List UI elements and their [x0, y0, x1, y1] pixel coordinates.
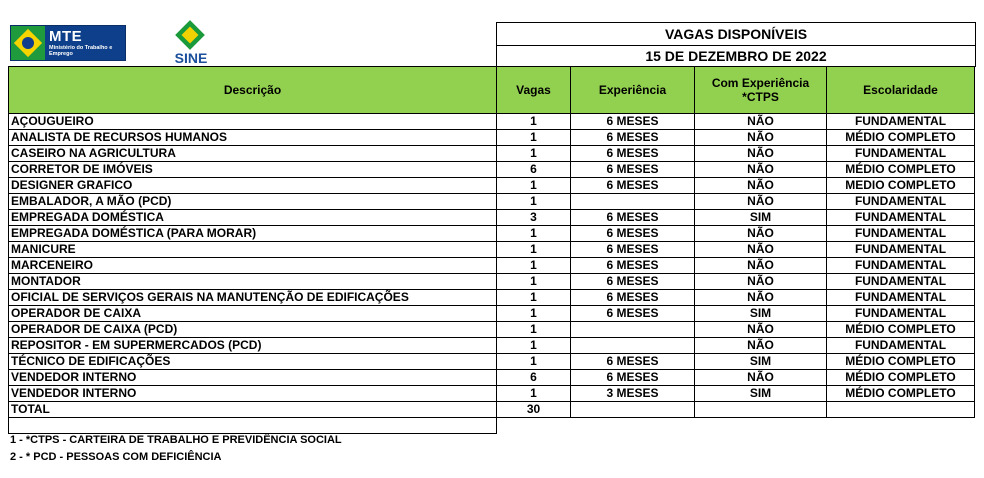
table-row: [9, 242, 975, 258]
cell-vagas: 1: [497, 146, 571, 162]
cell-com-experiencia: NÃO: [695, 370, 827, 386]
cell-vagas: 1: [497, 386, 571, 402]
table-header-row: [9, 67, 975, 114]
total-row: [9, 402, 975, 418]
table-row: [9, 290, 975, 306]
cell-escolaridade: MÉDIO COMPLETO: [827, 370, 975, 386]
vagas-table: [8, 66, 975, 434]
table-row: [9, 306, 975, 322]
cell-vagas: 1: [497, 338, 571, 354]
cell-escolaridade: MÉDIO COMPLETO: [827, 322, 975, 338]
cell-com-experiencia: NÃO: [695, 338, 827, 354]
footnotes: [10, 432, 342, 466]
cell-descricao: TÉCNICO DE EDIFICAÇÕES: [9, 354, 497, 370]
total-empty-cell: [695, 402, 827, 418]
col-header-com-experiencia: Com Experiência *CTPS: [695, 67, 827, 114]
footnote-ctps: 1 - *CTPS - CARTEIRA DE TRABALHO E PREVIDÊNCIA SOCIAL: [10, 434, 342, 446]
cell-escolaridade: FUNDAMENTAL: [827, 114, 975, 130]
col-header-descricao: Descrição: [9, 67, 497, 114]
cell-escolaridade: FUNDAMENTAL: [827, 290, 975, 306]
cell-descricao: ANALISTA DE RECURSOS HUMANOS: [9, 130, 497, 146]
cell-descricao: OFICIAL DE SERVIÇOS GERAIS NA MANUTENÇÃO DE EDIFICAÇÕES: [9, 290, 497, 306]
cell-descricao: VENDEDOR INTERNO: [9, 370, 497, 386]
col-header-escolaridade: Escolaridade: [827, 67, 975, 114]
cell-descricao: EMBALADOR, A MÃO (PCD): [9, 194, 497, 210]
cell-com-experiencia: NÃO: [695, 242, 827, 258]
cell-com-experiencia: SIM: [695, 386, 827, 402]
table-row: [9, 370, 975, 386]
cell-vagas: 1: [497, 258, 571, 274]
cell-descricao: REPOSITOR - EM SUPERMERCADOS (PCD): [9, 338, 497, 354]
cell-descricao: VENDEDOR INTERNO: [9, 386, 497, 402]
cell-experiencia: 6 MESES: [571, 178, 695, 194]
cell-vagas: 6: [497, 162, 571, 178]
cell-com-experiencia: NÃO: [695, 114, 827, 130]
table-row: [9, 130, 975, 146]
cell-descricao: CORRETOR DE IMÓVEIS: [9, 162, 497, 178]
cell-descricao: MANICURE: [9, 242, 497, 258]
cell-com-experiencia: SIM: [695, 210, 827, 226]
sine-logo: [166, 20, 214, 66]
cell-escolaridade: MÉDIO COMPLETO: [827, 386, 975, 402]
cell-escolaridade: MEDIO COMPLETO: [827, 178, 975, 194]
cell-descricao: EMPREGADA DOMÉSTICA: [9, 210, 497, 226]
cell-com-experiencia: NÃO: [695, 194, 827, 210]
cell-vagas: 1: [497, 226, 571, 242]
total-label: TOTAL: [9, 402, 497, 418]
cell-com-experiencia: NÃO: [695, 178, 827, 194]
table-row: [9, 194, 975, 210]
cell-vagas: 1: [497, 130, 571, 146]
sine-mark-icon: [175, 20, 205, 50]
table-row: [9, 114, 975, 130]
cell-experiencia: [571, 338, 695, 354]
cell-experiencia: 6 MESES: [571, 274, 695, 290]
table-row: [9, 258, 975, 274]
logos-area: [8, 20, 496, 66]
page-title: VAGAS DISPONÍVEIS: [497, 23, 975, 46]
cell-com-experiencia: SIM: [695, 354, 827, 370]
brazil-flag-icon: [11, 26, 45, 60]
table-row: [9, 178, 975, 194]
cell-com-experiencia: NÃO: [695, 162, 827, 178]
cell-com-experiencia: NÃO: [695, 130, 827, 146]
cell-experiencia: [571, 194, 695, 210]
spacer-blank: [497, 418, 975, 434]
mte-logo: [10, 25, 126, 61]
table-row: [9, 274, 975, 290]
cell-com-experiencia: NÃO: [695, 322, 827, 338]
table-row: [9, 226, 975, 242]
cell-experiencia: 6 MESES: [571, 162, 695, 178]
cell-experiencia: 6 MESES: [571, 226, 695, 242]
table-row: [9, 386, 975, 402]
cell-experiencia: 3 MESES: [571, 386, 695, 402]
table-row: [9, 354, 975, 370]
cell-descricao: AÇOUGUEIRO: [9, 114, 497, 130]
cell-experiencia: 6 MESES: [571, 306, 695, 322]
table-body: [9, 114, 975, 434]
cell-vagas: 6: [497, 370, 571, 386]
cell-experiencia: 6 MESES: [571, 146, 695, 162]
page-date: 15 DE DEZEMBRO DE 2022: [645, 48, 827, 64]
cell-vagas: 3: [497, 210, 571, 226]
cell-descricao: CASEIRO NA AGRICULTURA: [9, 146, 497, 162]
cell-vagas: 1: [497, 274, 571, 290]
title-box: [496, 22, 976, 67]
cell-com-experiencia: SIM: [695, 306, 827, 322]
cell-escolaridade: FUNDAMENTAL: [827, 306, 975, 322]
table-row: [9, 322, 975, 338]
table-row: [9, 338, 975, 354]
cell-vagas: 1: [497, 322, 571, 338]
mte-logo-subtext: Ministério do Trabalho e Emprego: [49, 45, 113, 57]
cell-descricao: MARCENEIRO: [9, 258, 497, 274]
cell-descricao: MONTADOR: [9, 274, 497, 290]
cell-escolaridade: FUNDAMENTAL: [827, 258, 975, 274]
cell-escolaridade: FUNDAMENTAL: [827, 194, 975, 210]
mte-logo-text: MTE: [49, 28, 83, 45]
cell-descricao: OPERADOR DE CAIXA: [9, 306, 497, 322]
cell-escolaridade: FUNDAMENTAL: [827, 210, 975, 226]
cell-experiencia: 6 MESES: [571, 114, 695, 130]
footnote-pcd: 2 - * PCD - PESSOAS COM DEFICIÊNCIA: [10, 451, 222, 463]
cell-descricao: OPERADOR DE CAIXA (PCD): [9, 322, 497, 338]
cell-escolaridade: FUNDAMENTAL: [827, 146, 975, 162]
cell-experiencia: 6 MESES: [571, 242, 695, 258]
table-row: [9, 146, 975, 162]
cell-vagas: 1: [497, 354, 571, 370]
cell-vagas: 1: [497, 114, 571, 130]
cell-experiencia: [571, 322, 695, 338]
cell-escolaridade: FUNDAMENTAL: [827, 226, 975, 242]
cell-vagas: 1: [497, 290, 571, 306]
table-row: [9, 210, 975, 226]
total-value: 30: [497, 402, 571, 418]
cell-experiencia: 6 MESES: [571, 370, 695, 386]
cell-experiencia: 6 MESES: [571, 290, 695, 306]
cell-vagas: 1: [497, 242, 571, 258]
cell-descricao: EMPREGADA DOMÉSTICA (PARA MORAR): [9, 226, 497, 242]
cell-com-experiencia: NÃO: [695, 258, 827, 274]
cell-com-experiencia: NÃO: [695, 146, 827, 162]
cell-vagas: 1: [497, 306, 571, 322]
cell-vagas: 1: [497, 194, 571, 210]
cell-experiencia: 6 MESES: [571, 210, 695, 226]
col-header-experiencia: Experiência: [571, 67, 695, 114]
cell-vagas: 1: [497, 178, 571, 194]
cell-escolaridade: FUNDAMENTAL: [827, 274, 975, 290]
cell-com-experiencia: NÃO: [695, 274, 827, 290]
cell-com-experiencia: NÃO: [695, 290, 827, 306]
cell-escolaridade: MÉDIO COMPLETO: [827, 354, 975, 370]
cell-descricao: DESIGNER GRAFICO: [9, 178, 497, 194]
total-empty-cell: [827, 402, 975, 418]
col-header-vagas: Vagas: [497, 67, 571, 114]
cell-experiencia: 6 MESES: [571, 258, 695, 274]
total-empty-cell: [571, 402, 695, 418]
cell-experiencia: 6 MESES: [571, 354, 695, 370]
sine-logo-text: SINE: [174, 50, 208, 66]
cell-com-experiencia: NÃO: [695, 226, 827, 242]
cell-escolaridade: MÉDIO COMPLETO: [827, 130, 975, 146]
table-row: [9, 162, 975, 178]
cell-escolaridade: FUNDAMENTAL: [827, 338, 975, 354]
cell-escolaridade: FUNDAMENTAL: [827, 242, 975, 258]
cell-experiencia: 6 MESES: [571, 130, 695, 146]
cell-escolaridade: MÉDIO COMPLETO: [827, 162, 975, 178]
